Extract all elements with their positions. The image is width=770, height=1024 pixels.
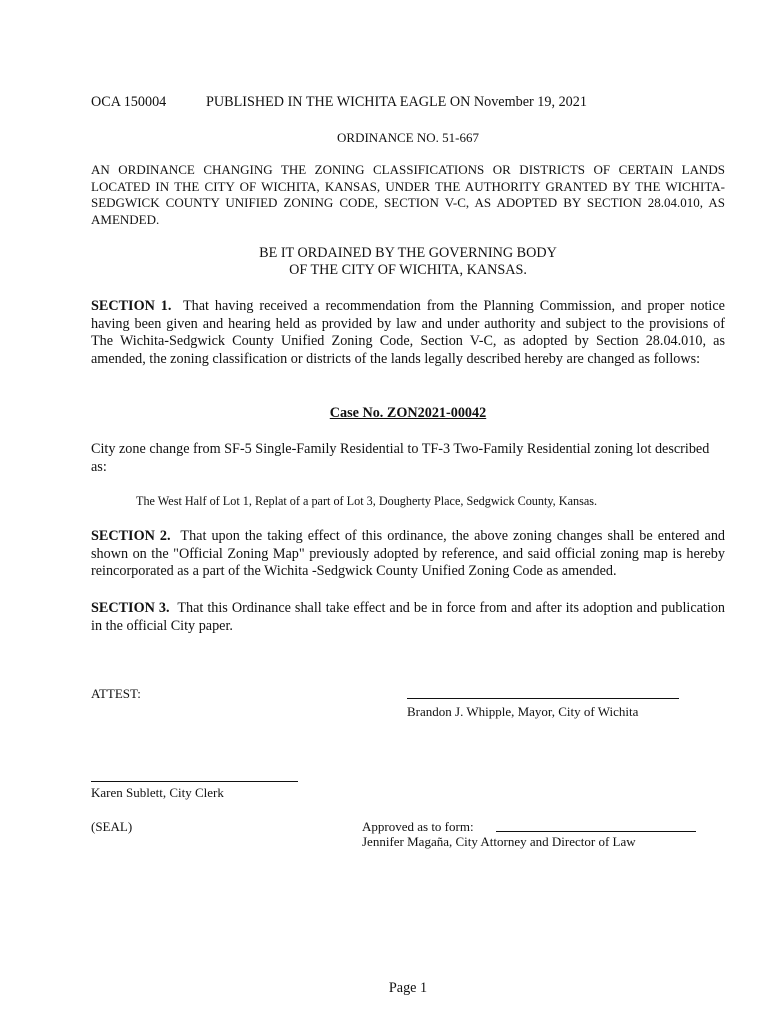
mayor-signature-line	[407, 698, 679, 699]
section-3-text: That this Ordinance shall take effect and be in force from and after its adoption and publication in the official City paper.	[91, 600, 726, 634]
ordained-line-1: BE IT ORDAINED BY THE GOVERNING BODY	[259, 245, 557, 261]
section-1-label: SECTION 1.	[91, 298, 172, 314]
oca-number: OCA 150004	[91, 94, 167, 110]
ordinance-title: AN ORDINANCE CHANGING THE ZONING CLASSIFICATIONS OR DISTRICTS OF CERTAIN LANDS LOCATED IN THE CITY OF WICHITA, KANSAS, UNDER THE AUTHORITY GRANTED BY THE WICHITA-SEDGWICK COUNTY UNIFIED ZONING CODE, SECTION V-C, AS ADOPTED BY SECTION 28.04.010, AS AMENDED.	[91, 162, 725, 227]
legal-description: The West Half of Lot 1, Replat of a part of Lot 3, Dougherty Place, Sedgwick County, Kansas.	[136, 494, 598, 508]
attest-label: ATTEST:	[91, 686, 141, 701]
section-2	[91, 528, 725, 581]
publication-line: PUBLISHED IN THE WICHITA EAGLE ON November 19, 2021	[206, 94, 587, 110]
attorney-signature-line	[496, 831, 696, 832]
case-number: Case No. ZON2021-00042	[329, 405, 487, 421]
section-1	[91, 298, 725, 368]
attorney-name: Jennifer Magaña, City Attorney and Director of Law	[362, 834, 636, 849]
zone-change-text: City zone change from SF-5 Single-Family Residential to TF-3 Two-Family Residential zoning lot described as:	[91, 441, 710, 475]
section-3	[91, 600, 725, 635]
ordinance-number: ORDINANCE NO. 51-667	[337, 130, 479, 145]
section-3-label: SECTION 3.	[91, 600, 170, 616]
clerk-signature-line	[91, 781, 298, 782]
ordained-line-2: OF THE CITY OF WICHITA, KANSAS.	[289, 262, 527, 278]
clerk-name: Karen Sublett, City Clerk	[91, 785, 224, 800]
approved-label: Approved as to form:	[362, 819, 474, 834]
section-2-text: That upon the taking effect of this ordinance, the above zoning changes shall be entered and shown on the "Official Zoning Map" previously adopted by reference, and said official zoning map is hereby reincorporated as a part of the Wichita -Sedgwick County Unified Zoning Code as amended.	[91, 528, 726, 580]
seal-label: (SEAL)	[91, 819, 133, 834]
section-2-label: SECTION 2.	[91, 528, 171, 544]
case-title	[0, 405, 770, 423]
page-number: Page 1	[388, 980, 428, 996]
section-1-text: That having received a recommendation from the Planning Commission, and proper notice having been given and hearing held as provided by law and under authority and subject to the provisions of The Wichita-Sedgwick County Unified Zoning Code, Section V-C, as adopted by Section 28.04.010, as amended, the zoning classification or districts of the lands legally described hereby are changed as follows:	[91, 298, 725, 367]
mayor-name: Brandon J. Whipple, Mayor, City of Wichita	[407, 704, 639, 719]
